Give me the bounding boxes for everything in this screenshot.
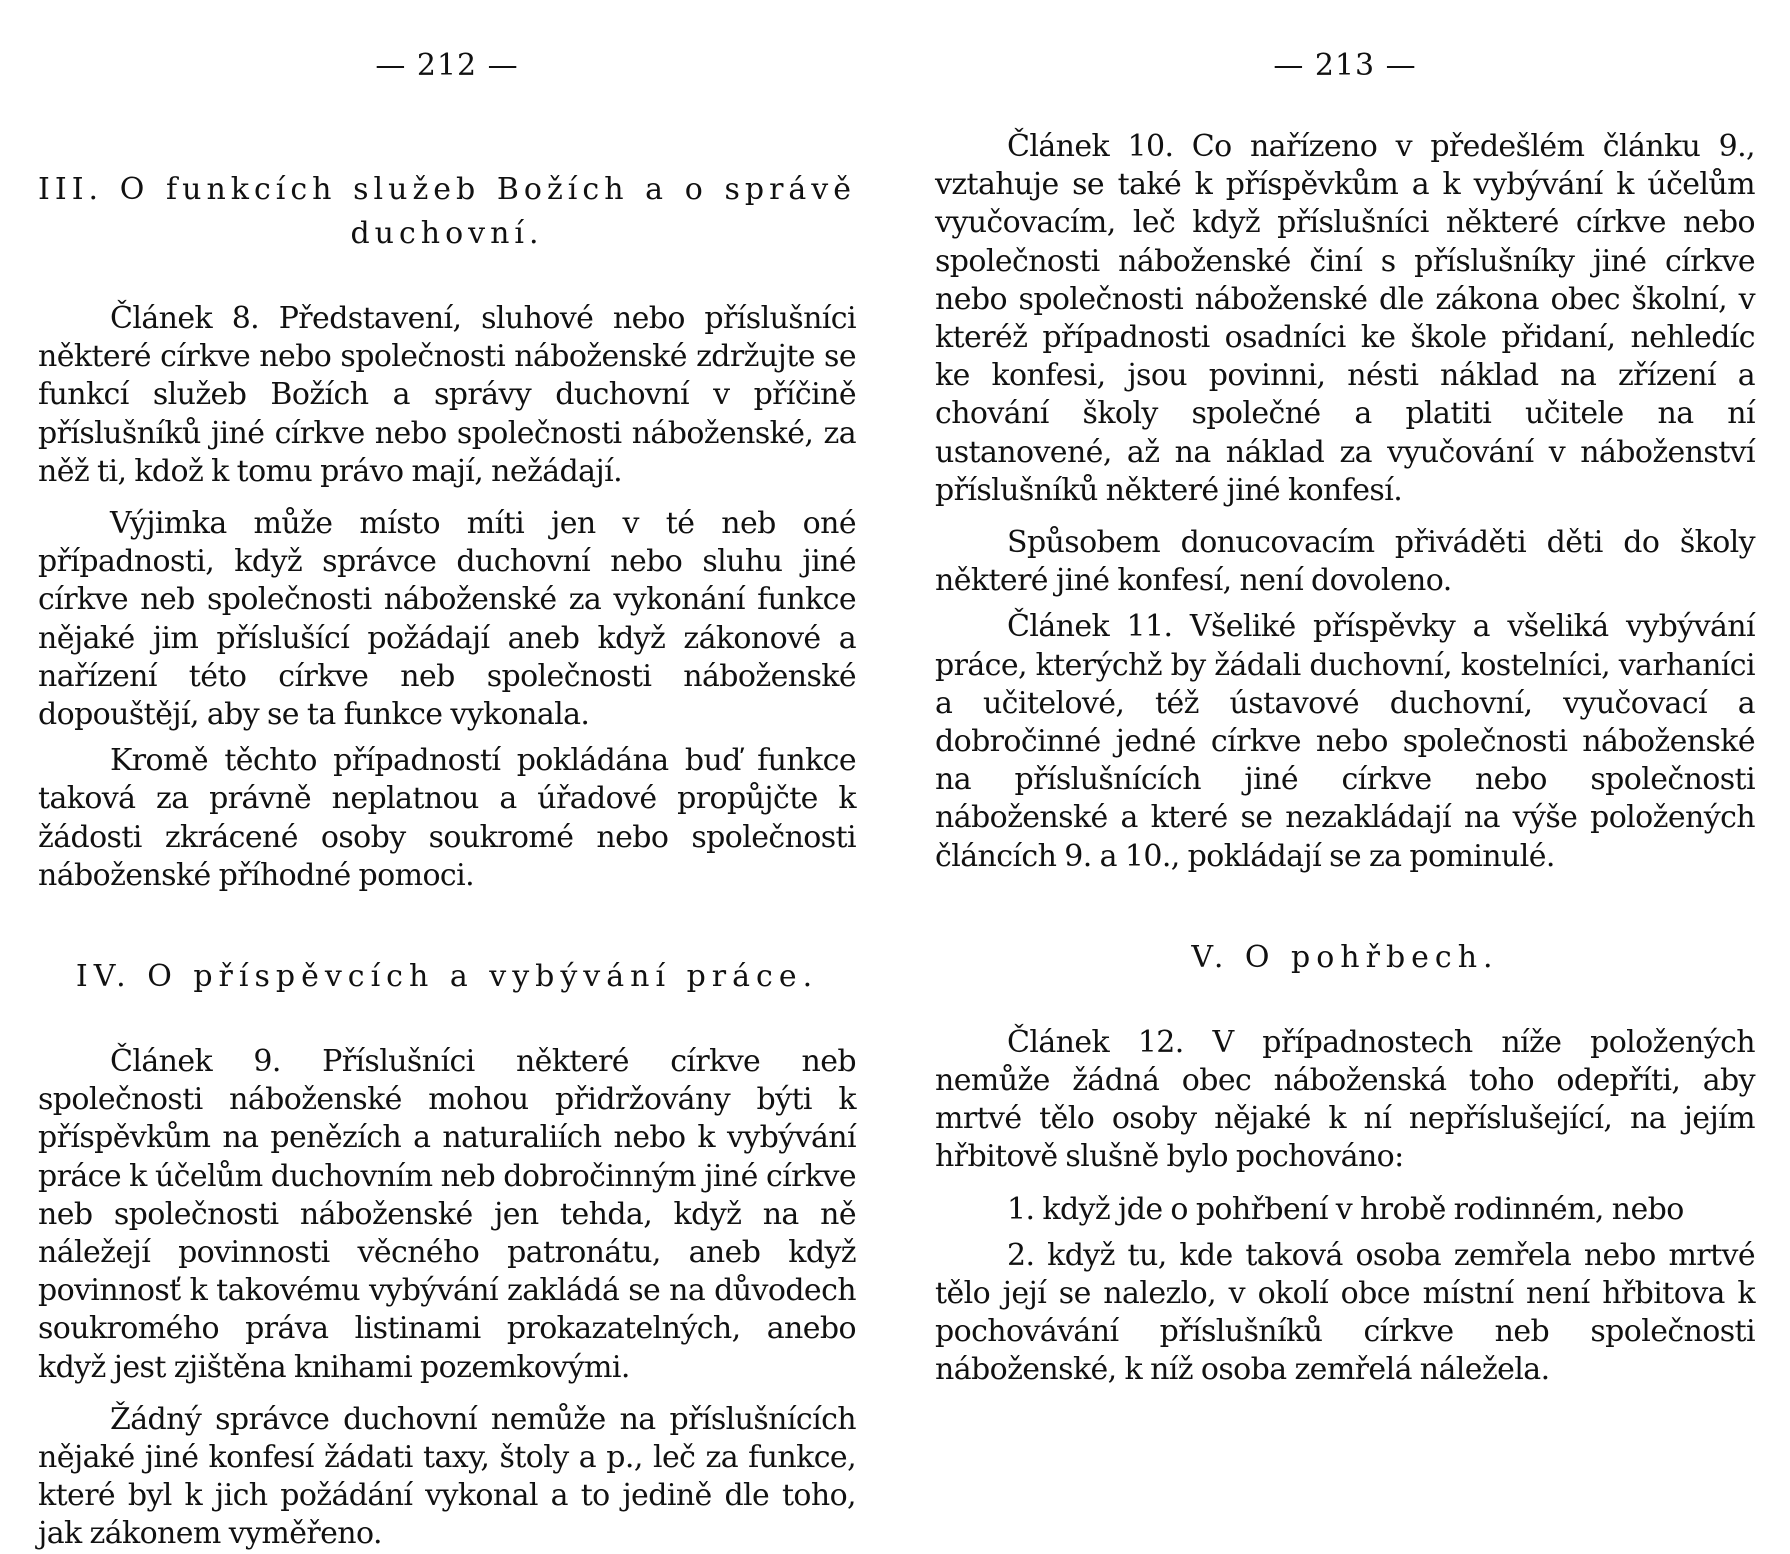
article-8-invalidity-paragraph: Kromě těchto případností pokládána buď funkce taková za právně neplatnou a úřadové propůjčte k žádosti zkrácené osoby soukromé nebo společnosti náboženské příhodné pomoci.	[38, 743, 856, 893]
article-11-paragraph: Článek 11. Všeliké příspěvky a všeliká vybývání práce, kterýchž by žádali duchovní, kostelníci, varhaníci a učitelové, též ústavové duchovní, vyučovací a dobročinné jedné církve nebo společnosti náboženské na příslušnících jiné církve nebo společnosti náboženské a které se nezakládají na výše položených článcích 9. a 10., pokládají se za pominulé.	[935, 609, 1755, 874]
article-12-item-2: 2. když tu, kde taková osoba zemřela nebo mrtvé tělo její se nalezlo, v okolí obce místní není hřbitova k pochovávání příslušníků církve neb společnosti náboženské, k níž osoba zemřelá náležela.	[935, 1237, 1755, 1388]
article-8-exception-paragraph: Výjimka může místo míti jen v té neb oné případnosti, když správce duchovní nebo sluhu jiné církve neb společnosti náboženské za vykonání funkce nějaké jim příslušící požádají aneb když zákonové a nařízení této církve neb společnosti náboženské dopouštějí, aby se ta funkce vykonala.	[38, 506, 856, 733]
page-number-right: — 213 —	[1273, 48, 1417, 83]
section-heading-v: V. O pohřbech.	[1191, 939, 1499, 975]
article-12-item-1: 1. když jde o pohřbení v hrobě rodinném, nebo	[1007, 1191, 1684, 1227]
section-heading-iii: III. O funkcích služeb Božích a o správě duchovní.	[38, 172, 856, 251]
article-10-paragraph: Článek 10. Co nařízeno v předešlém článku 9., vztahuje se také k příspěvkům a k vybývání k účelům vyučovacím, leč když příslušníci některé církve nebo společnosti náboženské činí s příslušníky jiné církve nebo společnosti náboženské dle zákona obec školní, v kteréž případnosti osadníci ke škole přidaní, nehledíc ke konfesi, jsou povinni, nésti náklad na zřízení a chování školy společné a platiti učitele na ní ustanovené, až na náklad za vyučování v náboženství příslušníků některé jiné konfesí.	[935, 129, 1755, 508]
right-page-text	[935, 128, 1755, 1390]
section-heading-iv: IV. O příspěvcích a vybývání práce.	[75, 959, 819, 995]
article-12-paragraph: Článek 12. V případnostech níže položených nemůže žádná obec náboženská toho odepříti, aby mrtvé tělo osoby nějaké k ní nepříslušející, na jejím hřbitově slušně bylo pochováno:	[935, 1024, 1755, 1175]
page-number-left: — 212 —	[375, 48, 519, 83]
article-9-paragraph: Článek 9. Příslušníci některé církve neb společnosti náboženské mohou přidržovány býti k příspěvkům na penězích a naturaliích nebo k vybývání práce k účelům duchovním neb dobročinným jiné církve neb společnosti náboženské jen tehda, když na ně náležejí povinnosti věcného patronátu, aneb když povinnosť k takovému vybývání zakládá se na důvodech soukromého práva listinami prokazatelných, anebo když jest zjištěna knihami pozemkovými.	[38, 1044, 856, 1385]
article-8-paragraph: Článek 8. Představení, sluhové nebo příslušníci některé církve nebo společnosti náboženské zdržujte se funkcí služeb Božích a správy duchovní v příčině příslušníků jiné církve nebo společnosti náboženské, za něž ti, kdož k tomu právo mají, nežádají.	[38, 301, 856, 489]
left-page-text	[38, 168, 856, 1554]
article-10-compulsion-paragraph: Spůsobem donucovacím přiváděti děti do školy některé jiné konfesí, není dovoleno.	[935, 525, 1755, 599]
article-9-fees-paragraph: Žádný správce duchovní nemůže na příslušnících nějaké jiné konfesí žádati taxy, štoly a p., leč za funkce, které byl k jich požádání vykonal a to jedině dle toho, jak zákonem vyměřeno.	[38, 1401, 856, 1552]
